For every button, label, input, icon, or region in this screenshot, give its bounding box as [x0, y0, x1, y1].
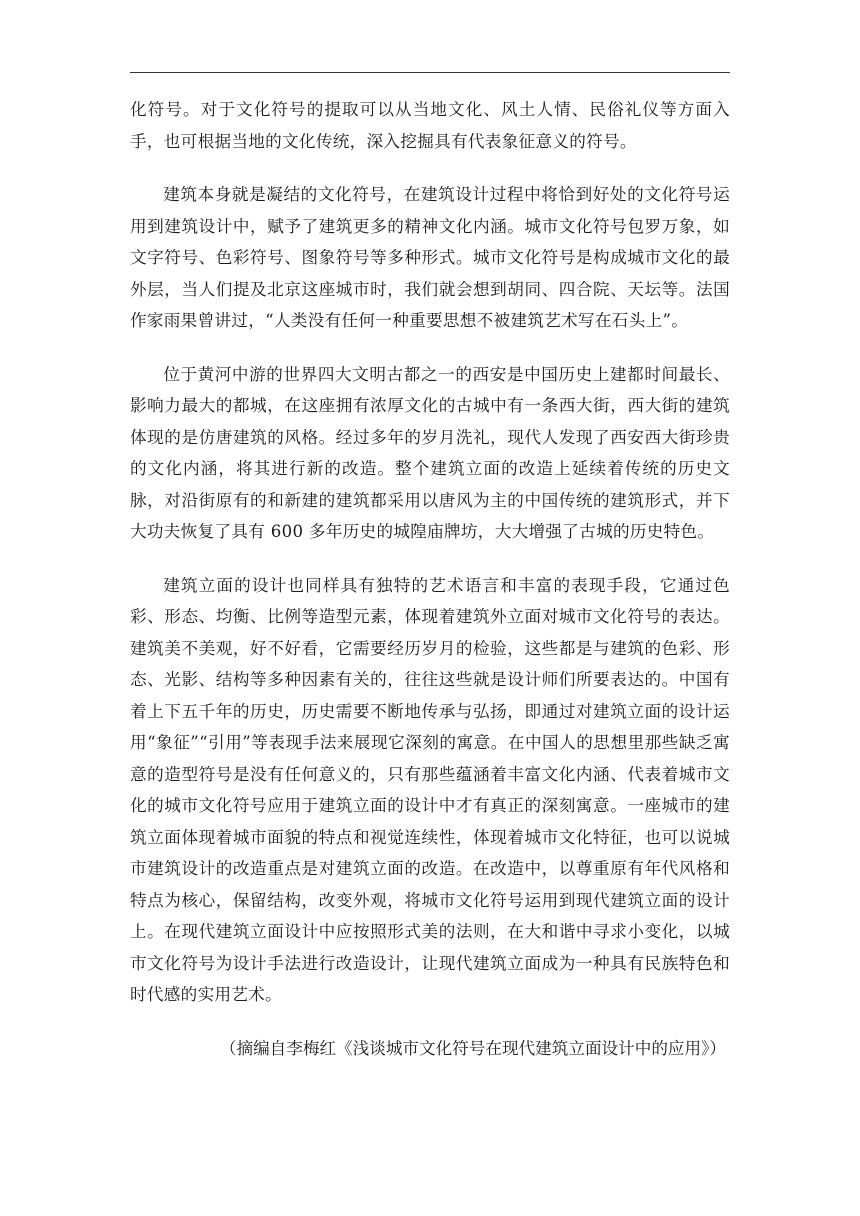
source-citation: （摘编自李梅红《浅谈城市文化符号在现代建筑立面设计中的应用》） — [219, 1038, 726, 1058]
header-rule — [130, 72, 730, 73]
paragraph-1: 化符号。对于文化符号的提取可以从当地文化、风土人情、民俗礼仪等方面入手，也可根据当地的文化传统，深入挖掘具有代表象征意义的符号。 — [130, 100, 730, 151]
paragraph-4: 建筑立面的设计也同样具有独特的艺术语言和丰富的表现手段，它通过色彩、形态、均衡、比例等造型元素，体现着建筑外立面对城市文化符号的表达。建筑美不美观，好不好看，它需要经历岁月的检验，这些都是与建筑的色彩、形态、光影、结构等多种因素有关的，往往这些就是设计师们所要表达的。中国有着上下五千年的历史，历史需要不断地传承与弘扬，即通过对建筑立面的设计运用“象征”“引用”等表现手法来展现它深刻的寓意。在中国人的思想里那些缺乏寓意的造型符号是没有任何意义的，只有那些蕴涵着丰富文化内涵、代表着城市文化的城市文化符号应用于建筑立面的设计中才有真正的深刻寓意。一座城市的建筑立面体现着城市面貌的特点和视觉连续性，体现着城市文化特征，也可以说城市建筑设计的改造重点是对建筑立面的改造。在改造中，以尊重原有年代风格和特点为核心，保留结构，改变外观，将城市文化符号运用到现代建筑立面的设计上。在现代建筑立面设计中应按照形式美的法则，在大和谐中寻求小变化，以城市文化符号为设计手法进行改造设计，让现代建筑立面成为一种具有民族特色和时代感的实用艺术。 — [130, 575, 730, 1004]
article-body — [130, 94, 730, 1064]
paragraph-2: 建筑本身就是凝结的文化符号，在建筑设计过程中将恰到好处的文化符号运用到建筑设计中，赋予了建筑更多的精神文化内涵。城市文化符号包罗万象，如文字符号、色彩符号、图象符号等多种形式。城市文化符号是构成城市文化的最外层，当人们提及北京这座城市时，我们就会想到胡同、四合院、天坛等。法国作家雨果曾讲过，“人类没有任何一种重要思想不被建筑艺术写在石头上”。 — [130, 185, 730, 330]
paragraph-3: 位于黄河中游的世界四大文明古都之一的西安是中国历史上建都时间最长、影响力最大的都城，在这座拥有浓厚文化的古城中有一条西大街，西大街的建筑体现的是仿唐建筑的风格。经过多年的岁月洗礼，现代人发现了西安西大街珍贵的文化内涵，将其进行新的改造。整个建筑立面的改造上延续着传统的历史文脉，对沿街原有的和新建的建筑都采用以唐风为主的中国传统的建筑形式，并下大功夫恢复了具有 600 多年历史的城隍庙牌坊，大大增强了古城的历史特色。 — [130, 364, 730, 541]
